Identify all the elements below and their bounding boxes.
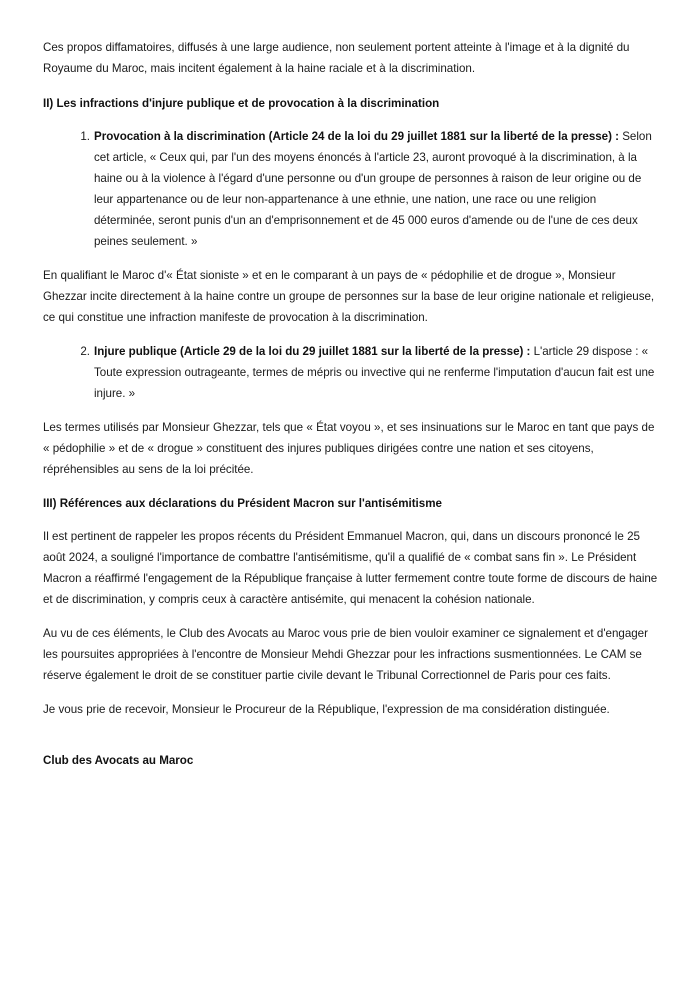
paragraph-after-item-2: Les termes utilisés par Monsieur Ghezzar, tels que « État voyou », et ses insinuations sur le Maroc en tant que pays de « pédophilie » et de « drogue » constituent des injures publiques dirigées contre une nation et ses citoyens, répréhensibles au sens de la loi précitée. <box>43 421 655 476</box>
legal-offences-list <box>43 126 660 252</box>
list-item-term: Provocation à la discrimination (Article 24 de la loi du 29 juillet 1881 sur la liberté de la presse) : <box>94 130 619 143</box>
legal-offences-list-continued <box>43 341 660 404</box>
signature-name: Club des Avocats au Maroc <box>43 754 194 767</box>
list-item-body: L'article 29 dispose : « Toute expression outrageante, termes de mépris ou invective qui ne renferme l'imputation d'aucun fait est une injure. » <box>94 345 655 400</box>
document-body <box>43 37 660 989</box>
list-item-body: Selon cet article, « Ceux qui, par l'un des moyens énoncés à l'article 23, auront provoqué à la discrimination, à la haine ou à la violence à l'égard d'une personne ou d'un groupe de personnes à raison de leur origine ou de leur appartenance ou de leur non-appartenance à une ethnie, une nation, une race ou une religion déterminée, seront punis d'un an d'emprisonnement et de 45 000 euros d'amende ou de l'une de ces deux peines seulement. » <box>94 130 652 248</box>
request-paragraph: Au vu de ces éléments, le Club des Avocats au Maroc vous prie de bien vouloir examiner ce signalement et d'engager les poursuites appropriées à l'encontre de Monsieur Mehdi Ghezzar pour les infractions susmentionnées. Le CAM se réserve également le droit de se constituer partie civile devant le Tribunal Correctionnel de Paris pour ces faits. <box>43 627 648 682</box>
section-heading-iii: III) Références aux déclarations du Président Macron sur l'antisémitisme <box>43 497 442 510</box>
paragraph-after-item-1: En qualifiant le Maroc d'« État sioniste » et en le comparant à un pays de « pédophilie et de drogue », Monsieur Ghezzar incite directement à la haine contre un groupe de personnes sur la base de leur origine nationale et religieuse, ce qui constitue une infraction manifeste de provocation à la discrimination. <box>43 269 655 324</box>
macron-paragraph: Il est pertinent de rappeler les propos récents du Président Emmanuel Macron, qui, dans un discours prononcé le 25 août 2024, a souligné l'importance de combattre l'antisémitisme, qu'il a qualifié de « combat sans fin ». Le Président Macron a réaffirmé l'engagement de la République française à lutter fermement contre toute forme de discours de haine et de discrimination, y compris ceux à caractère antisémite, qui menacent la cohésion nationale. <box>43 530 658 606</box>
list-item-term: Injure publique (Article 29 de la loi du 29 juillet 1881 sur la liberté de la presse) : <box>94 345 531 358</box>
intro-paragraph: Ces propos diffamatoires, diffusés à une large audience, non seulement portent atteinte à l'image et à la dignité du Royaume du Maroc, mais incitent également à la haine raciale et à la discrimination. <box>43 41 630 75</box>
section-heading-ii: II) Les infractions d'injure publique et de provocation à la discrimination <box>43 97 440 110</box>
salutation-paragraph: Je vous prie de recevoir, Monsieur le Procureur de la République, l'expression de ma considération distinguée. <box>43 703 610 716</box>
signature-block <box>43 751 660 771</box>
page-bottom-whitespace <box>43 771 660 989</box>
list-item <box>94 126 660 252</box>
list-item <box>94 341 660 404</box>
